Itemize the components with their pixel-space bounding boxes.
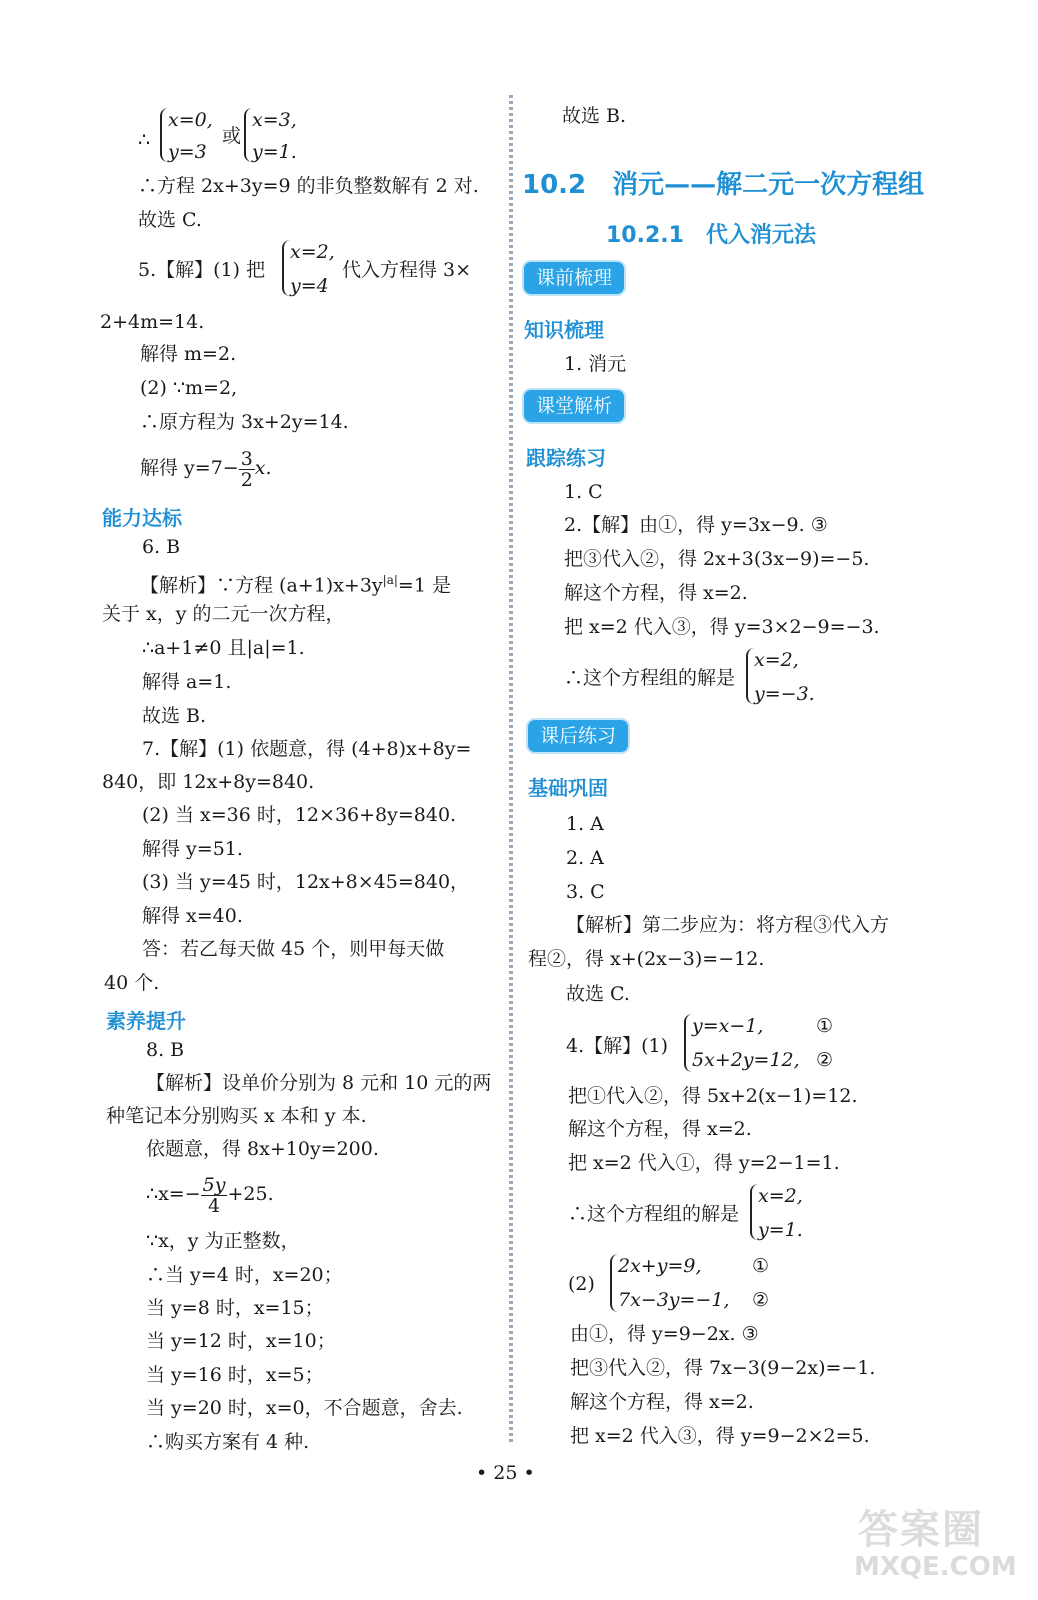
eq-line: 7x−3y=−1,: [618, 1289, 730, 1311]
text-line: x.: [254, 457, 272, 479]
watermark-logo: [848, 1490, 1028, 1590]
answer: 2. A: [566, 847, 604, 869]
question-5: 5.【解】(1) 把: [138, 259, 266, 281]
answer: 1. A: [566, 813, 604, 835]
eq-marker: ②: [816, 1049, 834, 1071]
text-line: 解这个方程，得 x=2.: [564, 582, 748, 604]
text-line: 把①代入②，得 5x+2(x−1)=12.: [568, 1085, 858, 1107]
text-line: 把 x=2 代入①，得 y=2−1=1.: [568, 1152, 840, 1174]
text-line: 840，即 12x+8y=840.: [102, 771, 315, 793]
text-line: ∴购买方案有 4 种.: [146, 1431, 310, 1453]
text-line: ∴x=−: [146, 1183, 201, 1205]
page-number: • 25 •: [476, 1462, 535, 1484]
text-line: 把 x=2 代入③，得 y=3×2−9=−3.: [564, 616, 880, 638]
text-line: 依题意，得 8x+10y=200.: [146, 1138, 379, 1160]
text-line: 解得 y=7−: [140, 457, 239, 479]
column-divider: [509, 95, 513, 1445]
text-line: 1. 消元: [564, 353, 627, 375]
eq-line: x=2,: [758, 1185, 803, 1207]
denominator: 4: [208, 1194, 221, 1217]
text-line: 答：若乙每天做 45 个，则甲每天做: [142, 938, 445, 960]
brace: [750, 1184, 758, 1240]
text-line: 程②，得 x+(2x−3)=−12.: [528, 948, 765, 970]
answer: 6. B: [142, 536, 181, 558]
text-line: 【解析】设单价分别为 8 元和 10 元的两: [146, 1072, 492, 1094]
text-line: ∴当 y=4 时，x=20；: [146, 1264, 343, 1286]
text-line: 把③代入②，得 2x+3(3x−9)=−5.: [564, 548, 870, 570]
text-line: 故选 B.: [142, 705, 207, 727]
text-line: 故选 C.: [138, 209, 202, 231]
text-line: 解这个方程，得 x=2.: [570, 1391, 754, 1413]
eq-marker: ②: [752, 1289, 770, 1311]
superscript: |a|: [382, 573, 398, 587]
text-line: (2) 当 x=36 时，12×36+8y=840.: [142, 804, 457, 826]
fraction: [239, 449, 255, 490]
text-line: 2.【解】由①，得 y=3x−9. ③: [564, 514, 828, 536]
text-line: 或: [222, 125, 242, 147]
eq-line: y=3: [168, 141, 207, 163]
eq-line: 2x+y=9,: [618, 1255, 702, 1277]
eq-line: x=2,: [754, 649, 799, 671]
section-heading-jichu: 基础巩固: [528, 776, 608, 800]
tag-ketang: 课堂解析: [524, 390, 624, 422]
watermark-text: 答案圈: [858, 1507, 984, 1553]
text-line: 由①，得 y=9−2x. ③: [570, 1323, 759, 1345]
fraction-line: [140, 446, 272, 490]
numerator: 3: [240, 447, 253, 470]
text-line: 【解析】第二步应为：将方程③代入方: [566, 914, 890, 936]
text-line: 解得 y=51.: [142, 838, 243, 860]
text-line: 解得 m=2.: [140, 343, 237, 365]
text-line: 把 x=2 代入③，得 y=9−2×2=5.: [570, 1425, 870, 1447]
text-line: (2): [568, 1273, 595, 1295]
text-line: ∴方程 2x+3y=9 的非负整数解有 2 对.: [138, 175, 479, 197]
text-line: 当 y=20 时，x=0，不合题意，舍去.: [146, 1397, 463, 1419]
tag-kehou: 课后练习: [528, 720, 628, 752]
text-line: 代入方程得 3×: [342, 259, 472, 281]
section-heading-suyang: 素养提升: [106, 1009, 186, 1033]
therefore-symbol: ∴: [138, 129, 151, 151]
text-line: 当 y=16 时，x=5；: [146, 1364, 324, 1386]
text-line: +25.: [227, 1183, 274, 1205]
text-line: 故选 B.: [562, 105, 627, 127]
section-heading-zhishi: 知识梳理: [524, 318, 604, 342]
numerator: 5y: [202, 1173, 226, 1196]
section-heading: 10.2.1 代入消元法: [606, 223, 816, 248]
text-line: 解这个方程，得 x=2.: [568, 1118, 752, 1140]
brace: [746, 648, 754, 704]
eq-line: y=1.: [758, 1219, 803, 1241]
eq-line: y=1.: [252, 141, 297, 163]
answer: 8. B: [146, 1039, 185, 1061]
eq-line: x=3,: [252, 109, 297, 131]
eq-line: y=−3.: [754, 683, 815, 705]
question-4: 4.【解】(1): [566, 1035, 669, 1057]
fraction: [201, 1175, 228, 1216]
text-line: ∴这个方程组的解是: [564, 667, 736, 689]
eq-line: x=2,: [290, 241, 335, 263]
text-line: [140, 568, 451, 597]
text-line: 当 y=12 时，x=10；: [146, 1330, 336, 1352]
text-line: 关于 x，y 的二元一次方程，: [102, 603, 345, 625]
eq-marker: ①: [752, 1255, 770, 1277]
brace: [282, 240, 290, 296]
denominator: 2: [240, 468, 253, 491]
text-line: (2) ∵m=2,: [140, 377, 238, 399]
text-line: 把③代入②，得 7x−3(9−2x)=−1.: [570, 1357, 876, 1379]
text-part: 【解析】∵方程 (a+1)x+3y: [140, 574, 383, 597]
brace: [160, 108, 168, 162]
brace: [610, 1254, 618, 1312]
text-line: 40 个.: [104, 972, 160, 994]
section-heading-genzong: 跟踪练习: [526, 446, 606, 470]
tag-keqian: 课前梳理: [524, 262, 624, 294]
brace: [684, 1014, 692, 1072]
chapter-heading: 10.2 消元——解二元一次方程组: [522, 170, 925, 200]
question-7: 7.【解】(1) 依题意，得 (4+8)x+8y=: [142, 738, 472, 760]
fraction-line: [146, 1172, 274, 1216]
eq-line: y=4: [290, 275, 329, 297]
eq-marker: ①: [816, 1015, 834, 1037]
answer: 1. C: [564, 481, 603, 503]
watermark-url: MXQE.COM: [854, 1552, 1017, 1582]
text-line: ∴这个方程组的解是: [568, 1203, 740, 1225]
section-heading-nengli: 能力达标: [102, 506, 182, 530]
text-line: 解得 a=1.: [142, 671, 232, 693]
answer: 3. C: [566, 881, 605, 903]
text-line: ∴a+1≠0 且|a|=1.: [142, 637, 305, 659]
eq-line: 5x+2y=12,: [692, 1049, 800, 1071]
text-part: =1 是: [397, 574, 451, 597]
text-line: 故选 C.: [566, 983, 630, 1005]
text-line: (3) 当 y=45 时，12x+8×45=840，: [142, 871, 470, 893]
text-line: 种笔记本分别购买 x 本和 y 本.: [106, 1105, 367, 1127]
text-line: ∵x，y 为正整数，: [146, 1230, 300, 1252]
text-line: 当 y=8 时，x=15；: [146, 1297, 324, 1319]
text-line: 解得 x=40.: [142, 905, 243, 927]
text-line: 2+4m=14.: [100, 311, 205, 333]
eq-line: x=0,: [168, 109, 213, 131]
brace: [244, 108, 252, 162]
eq-line: y=x−1,: [692, 1015, 764, 1037]
text-line: ∴原方程为 3x+2y=14.: [140, 411, 349, 433]
